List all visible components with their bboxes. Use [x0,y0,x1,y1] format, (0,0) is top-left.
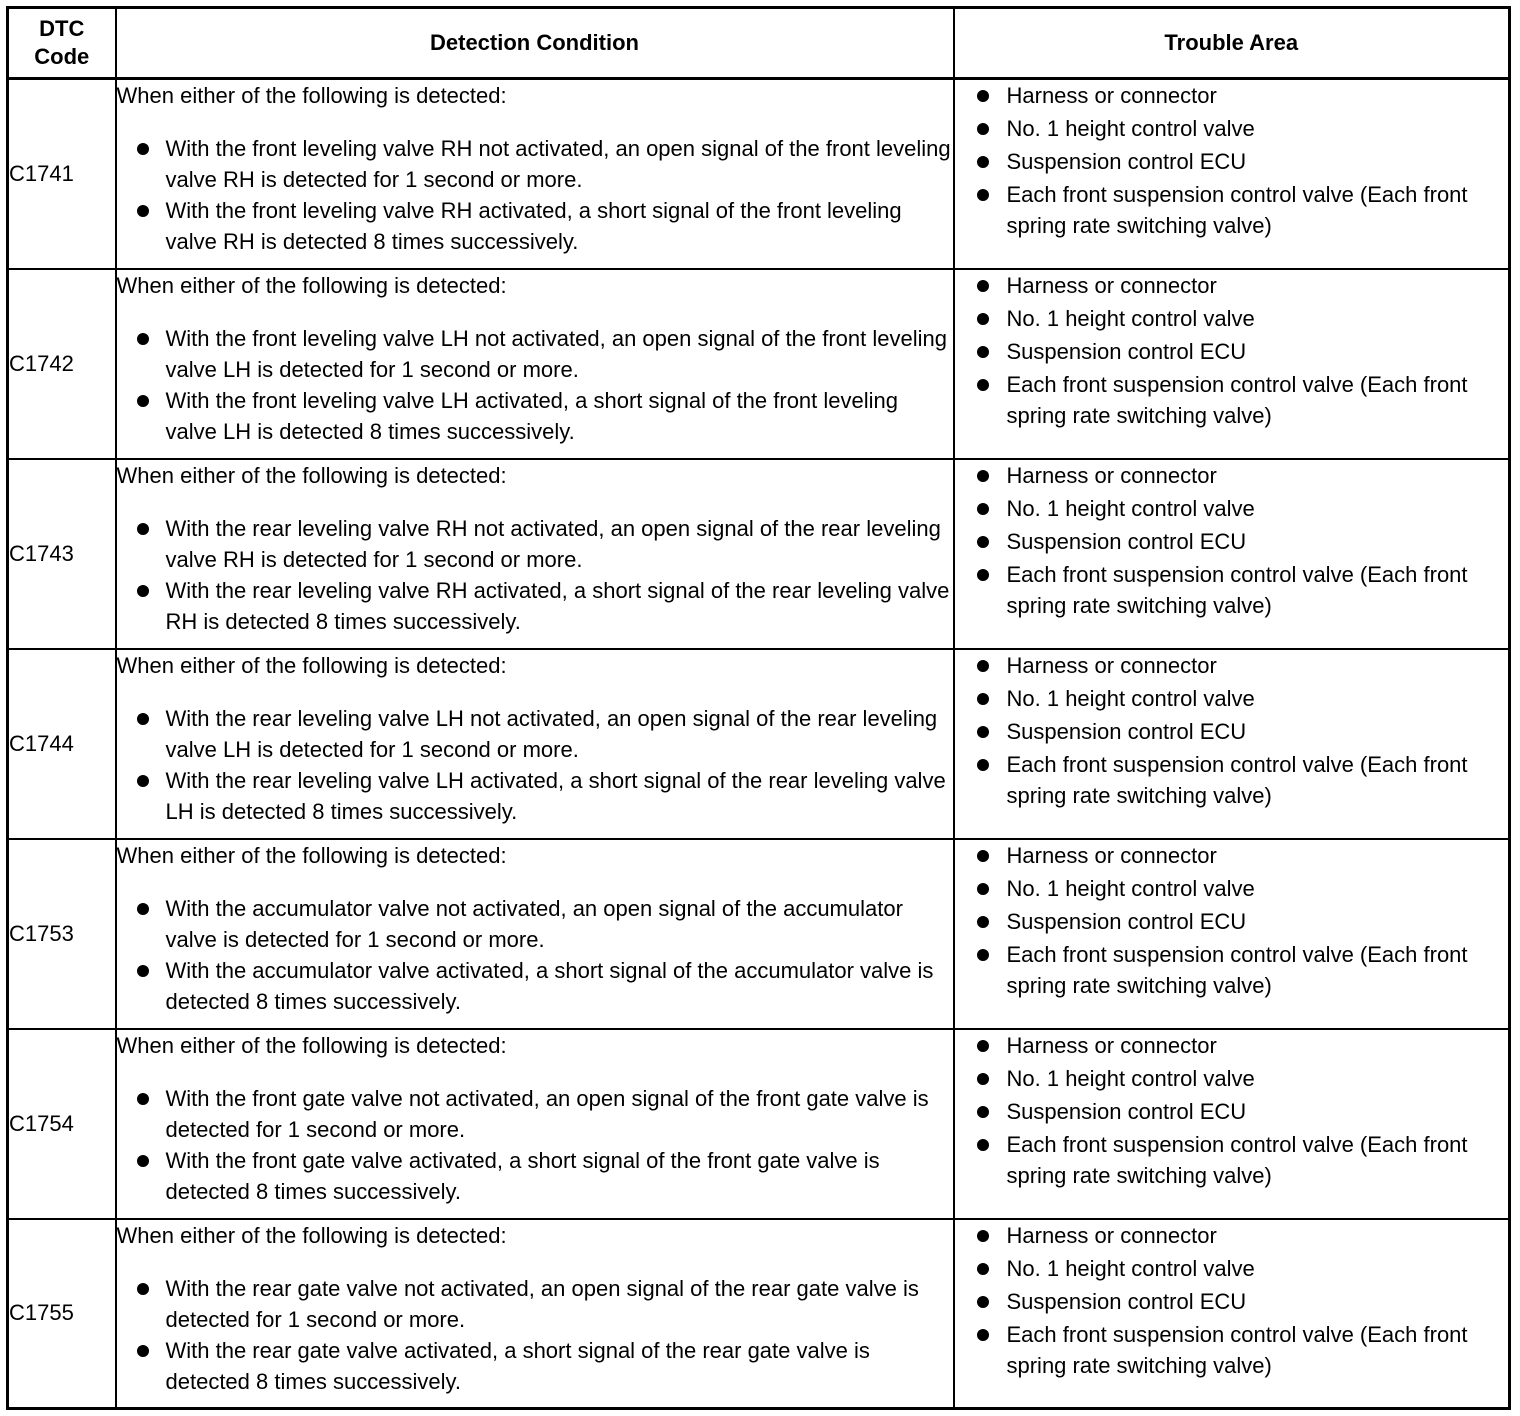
dtc-code: C1743 [9,540,74,566]
condition-list [117,893,953,1017]
trouble-area-list [955,270,1509,431]
table-row [8,649,1510,839]
trouble-area-item: Suspension control ECU [955,906,1509,937]
dtc-code-cell [8,1219,116,1409]
condition-item: With the front gate valve not activated, an open signal of the front gate valve is detected for 1 second or more. [117,1083,953,1145]
dtc-code-cell [8,1029,116,1219]
trouble-area-item: No. 1 height control valve [955,1253,1509,1284]
condition-list [117,703,953,827]
table-row [8,79,1510,269]
condition-item: With the rear leveling valve RH activated, a short signal of the rear leveling valve RH is detected 8 times successively. [117,575,953,637]
condition-list [117,513,953,637]
trouble-area-item: Each front suspension control valve (Each front spring rate switching valve) [955,369,1509,431]
trouble-area-item: Harness or connector [955,840,1509,871]
condition-item: With the rear leveling valve LH not activated, an open signal of the rear leveling valve LH is detected for 1 second or more. [117,703,953,765]
trouble-area-item: Each front suspension control valve (Each front spring rate switching valve) [955,179,1509,241]
dtc-code: C1755 [9,1300,74,1326]
trouble-area-item: Suspension control ECU [955,526,1509,557]
trouble-area-item: Suspension control ECU [955,336,1509,367]
condition-item: With the front leveling valve LH activated, a short signal of the front leveling valve LH is detected 8 times successively. [117,385,953,447]
header-trouble-area-label: Trouble Area [1164,30,1299,55]
trouble-area-item: Suspension control ECU [955,146,1509,177]
condition-item: With the rear gate valve activated, a short signal of the rear gate valve is detected 8 times successively. [117,1335,953,1397]
trouble-area-item: Harness or connector [955,80,1509,111]
trouble-area-item: Each front suspension control valve (Each front spring rate switching valve) [955,939,1509,1001]
trouble-area-item: Each front suspension control valve (Each front spring rate switching valve) [955,1319,1509,1381]
condition-item: With the rear leveling valve LH activated, a short signal of the rear leveling valve LH is detected 8 times successively. [117,765,953,827]
trouble-area-item: No. 1 height control valve [955,683,1509,714]
dtc-code-cell [8,79,116,269]
table-header [8,8,1510,79]
header-trouble-area [954,8,1510,79]
trouble-area-item: Harness or connector [955,650,1509,681]
table-body [8,79,1510,1409]
condition-intro: When either of the following is detected: [116,1032,507,1058]
condition-intro: When either of the following is detected: [116,652,507,678]
trouble-area-list [955,1030,1509,1191]
dtc-code-cell [8,459,116,649]
table-row [8,839,1510,1029]
condition-intro: When either of the following is detected: [116,1222,507,1248]
trouble-area-list [955,80,1509,241]
header-dtc-code [8,8,116,79]
dtc-code-cell [8,839,116,1029]
header-detection-condition [116,8,954,79]
dtc-code: C1753 [9,920,74,946]
table-row [8,1219,1510,1409]
trouble-area-cell [954,839,1510,1029]
detection-condition-cell [116,839,954,1029]
detection-condition-cell [116,459,954,649]
detection-condition-cell [116,649,954,839]
trouble-area-item: Each front suspension control valve (Each front spring rate switching valve) [955,1129,1509,1191]
condition-intro: When either of the following is detected: [116,272,507,298]
condition-item: With the front leveling valve LH not activated, an open signal of the front leveling valve LH is detected for 1 second or more. [117,323,953,385]
trouble-area-cell [954,79,1510,269]
condition-list [117,133,953,257]
dtc-code-cell [8,269,116,459]
table-row [8,459,1510,649]
header-row [8,8,1510,79]
header-detection-condition-label: Detection Condition [430,30,639,55]
trouble-area-item: Harness or connector [955,1220,1509,1251]
condition-item: With the front leveling valve RH not activated, an open signal of the front leveling valve RH is detected for 1 second or more. [117,133,953,195]
condition-intro: When either of the following is detected: [116,83,507,108]
trouble-area-item: Suspension control ECU [955,1286,1509,1317]
table-row [8,269,1510,459]
dtc-code: C1754 [9,1110,74,1136]
trouble-area-item: No. 1 height control valve [955,1063,1509,1094]
trouble-area-item: No. 1 height control valve [955,303,1509,334]
trouble-area-item: Each front suspension control valve (Each front spring rate switching valve) [955,749,1509,811]
condition-item: With the rear leveling valve RH not activated, an open signal of the rear leveling valve RH is detected for 1 second or more. [117,513,953,575]
trouble-area-list [955,460,1509,621]
detection-condition-cell [116,79,954,269]
detection-condition-cell [116,1029,954,1219]
condition-item: With the accumulator valve not activated, an open signal of the accumulator valve is detected for 1 second or more. [117,893,953,955]
trouble-area-cell [954,1219,1510,1409]
trouble-area-list [955,840,1509,1001]
condition-list [117,1273,953,1397]
condition-item: With the front leveling valve RH activated, a short signal of the front leveling valve RH is detected 8 times successively. [117,195,953,257]
condition-intro: When either of the following is detected: [116,462,507,488]
condition-item: With the rear gate valve not activated, an open signal of the rear gate valve is detected for 1 second or more. [117,1273,953,1335]
trouble-area-item: Harness or connector [955,460,1509,491]
trouble-area-item: Each front suspension control valve (Each front spring rate switching valve) [955,559,1509,621]
trouble-area-item: Harness or connector [955,1030,1509,1061]
condition-intro: When either of the following is detected: [116,842,507,868]
trouble-area-item: Suspension control ECU [955,1096,1509,1127]
dtc-code: C1741 [9,160,74,186]
dtc-code: C1742 [9,350,74,376]
dtc-code: C1744 [9,730,74,756]
dtc-table [6,6,1511,1410]
header-dtc-code-label: DTC Code [34,16,90,69]
condition-item: With the accumulator valve activated, a short signal of the accumulator valve is detected 8 times successively. [117,955,953,1017]
trouble-area-cell [954,269,1510,459]
dtc-code-cell [8,649,116,839]
condition-list [117,1083,953,1207]
detection-condition-cell [116,1219,954,1409]
trouble-area-cell [954,1029,1510,1219]
detection-condition-cell [116,269,954,459]
trouble-area-item: No. 1 height control valve [955,873,1509,904]
trouble-area-list [955,650,1509,811]
trouble-area-cell [954,649,1510,839]
trouble-area-list [955,1220,1509,1381]
condition-item: With the front gate valve activated, a short signal of the front gate valve is detected 8 times successively. [117,1145,953,1207]
trouble-area-item: Harness or connector [955,270,1509,301]
table-row [8,1029,1510,1219]
trouble-area-item: No. 1 height control valve [955,113,1509,144]
trouble-area-cell [954,459,1510,649]
condition-list [117,323,953,447]
trouble-area-item: Suspension control ECU [955,716,1509,747]
trouble-area-item: No. 1 height control valve [955,493,1509,524]
